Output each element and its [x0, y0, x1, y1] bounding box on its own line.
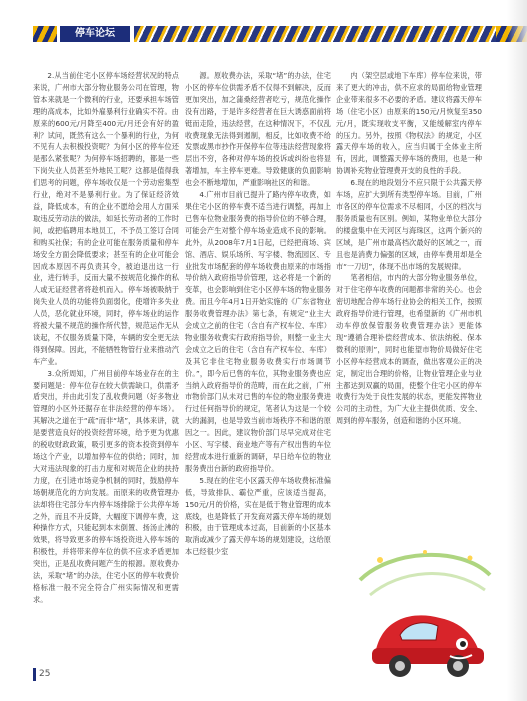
- car-icon: [350, 540, 500, 690]
- paragraph: 4.广州市目前已提升了路内停车收费，如果住宅小区的停车费不适当进行调整，再加上已售车位物业服务费的指导价位的不够合理，可能会产生对整个停车场业造成不良的影响。此外，从2008年7月1日起，已经把商场、宾馆、酒店、娱乐场所、写字楼、物流园区、专业批发市场配套的停车场收费由原来的市场指导价纳入政府指导价管理，这必将是一个新的变革，也会影响到住宅小区停车场的物业服务费。而且今年4月1日开始实施的《广东省物业服务收费管理办法》第七条，有规定“业主大会成立之前的住宅（含自有产权车位、车库）物业服务收费实行政府指导价，则整一业主大会成立之后的住宅（含自有产权车位、车库）及其它非住宅物业服务收费实行市场调节价。”，即今后已售的车位，其物业服务费也应当纳入政府指导价的范畴，而在此之前，广州市物价部门从未对已售的车位的物业服务费进行过任何指导价的规定，笔者认为这是一个较大的漏洞，也是导致当前市场秩序不和谐的原因之一。因此，建议物价部门尽早完成对住宅小区、写字楼、商业地产等有产权出售的车位经营成本进行重新的调研，早日给车位的物业服务费出台新的政府指导价。: [185, 190, 331, 473]
- paragraph: 6.现在的地段划分不应只限于公共露天停车场，应扩大到所有类型停车场。目前，广州市各区的停车位需求不尽相同，小区的档次与服务质量也有区别。例如，某物业单位大部分的楼盘集中在天河区与海珠区，这两个新兴的区域，是广州市最高档次最好的区域之一，而且也是消费力偏强的区域，由停车费用却是全市“一刀切”，体现不出市场的发展规律。: [336, 178, 482, 271]
- paragraph: 2.从当前住宅小区停车场经营状况的特点来说，广州市大部分物业服务公司在管理，物管本来就是一个微利的行业，还要承担车场管理的高成本，比如外雇暴利行业确实不符。由原来的600元/月降至400元/月还会有好的盈利？试问，既然有这么一个暴利的行业，为何不见有人去积极投资呢？为何小区的停车位还是那么紧张呢？为何停车场招聘的，都是一些下岗失业人员甚至外地民工呢？这都是值得我们思考的问题，停车场收仅是一个劳动密集型行业，绝对不是暴利行业。为了保证经济效益，降低成本，有的企业不愿给会用人方面采取违反劳动法的做法，如延长劳动者的工作时间，或把临聘用本地员工，不予员工签订合同和购买社保；有的企业可能在服务质量和停车场安全方面会降低要求；甚至有的企业可能会因成本原因不再负责其令，被迫退出这一行业，进行转手，反而大量不按规范化操作的私人或无证经营者将趁机而入。停车场被吸纳于岗失业人员的功能将负面弱化，使增许多失业人员，恶化就业环境，同时，停车场业的运作将被大量不规范的操作所代替，规范运作无从谈起，不仅服务质量下降，车辆的安全更无法得到保障。因此，不能牺牲物管行业来推动汽车产业。: [33, 71, 179, 366]
- article-column-3: [336, 70, 482, 426]
- section-title: 停车论坛: [60, 26, 130, 42]
- page-edge-shadow: [507, 0, 527, 701]
- article-column-1: [33, 70, 179, 680]
- paragraph: 5.现在的住宅小区露天停车场收费标准偏低，导致排队、霸位严重，应该适当提高，150元/月的价格，实在是低于物业管理的成本底线，也是降低了开发商对露天停车场的规划积极，由于管理成本过高，目前新的小区基本取消或减少了露天停车场的规划建设，这给原本已经很少室: [185, 475, 331, 557]
- header-stripes-left: [33, 26, 57, 42]
- cartoon-car-illustration: [350, 540, 500, 690]
- paragraph: 3.众所周知，广州目前停车场业存在的主要问题是：停车位存在较大供需缺口，供需矛盾突出，并由此引发了乱收费问题（好多物业管理的小区外还据存在非法经营的停车场）。其解决之道在于“疏”而非“堵”，具体来讲，就是要营造良好的投资经营环境，给予更为优惠的税收财政政策，吸引更多的资本投资到停车场这个产业，以增加停车位的供给；同时，加大对违法现象的打击力度和对规范企业的扶持力度，在引进市场竞争机制的同时，鼓励停车场朝规范化的方向发展。而原来的收费管理办法却将住宅部分车内停车场排除于公共停车场之外，而且不升反降，大幅度下调停车费，这种操作方式，只能起到本末倒置、扬汤止沸的效果，将导致更多的停车场投资进入停车场的积极性，并将带来停车位的供不应求矛盾更加突出，正是乱收费问题产生的根源。原收费办法，采取“堵”的办法，住宅小区的停车收费价格标准一般不完全符合广州实际情况和更需求。: [33, 368, 179, 604]
- article-column-2: [185, 70, 331, 630]
- section-header: [0, 26, 527, 42]
- paragraph: 内（架空层或地下车库）停车位来说，带来了更大的冲击，供不应求的局面给物业管理企业带来很多不必要的矛盾。建议将露天停车场（住宅小区）由原来的150元/月恢复至350元/月，既实现收支平衡，又能缓解室内停车的压力。另外，按照《物权法》的规定，小区露天停车场的收入，应当归属于全体业主所有，因此，调整露天停车场的费用，也是一种协调补充物业管理费开支的良性的手段。: [336, 71, 482, 176]
- page-number: 25: [33, 668, 59, 681]
- header-rule: [134, 26, 504, 42]
- paragraph: 源。原收费办法，采取“堵”的办法，住宅小区的停车位供需矛盾不仅得不到解决，反而更加突出，加之蒲桑经营者吃亏，规范化操作没有出路，于是许多经营者在巨大诱惑面前将铤而走险，违法经营，在这种情况下，不仅乱收费现象无法得到遏制，相反，比如收费不给发票或黑市抄作开保停车位等违法经营现象将层出不穷，各种对停车场的投诉或纠纷也将显著增加，车主停车更难。导致健康的负面影响也会不断地增加，严重影响社区的和谐。: [185, 71, 331, 188]
- paragraph: 笔者相信，市内的大部分物业服务单位，对于住宅停车收费的问题都非常的关心。也会密切地配合停车场行业协会的相关工作，按照政府指导价进行管理，也希望新的《广州市机动车停放保管服务收费管理办法》更能体现“遵循合理补偿经营成本、依法纳税、保本微利的原则”，同时也能望市物价局做好住宅小区停车经营成本的调查，做出客观公正的决定，制定出合理的价格，让物业管理企业与业主都达到双赢的局面，使整个住宅小区的停车收费行为处于良性发展的状态，更能发挥物业公司的主动性，为广大业主提供优质、安全、周到的停车服务，创造和谐的小区环境。: [336, 273, 482, 426]
